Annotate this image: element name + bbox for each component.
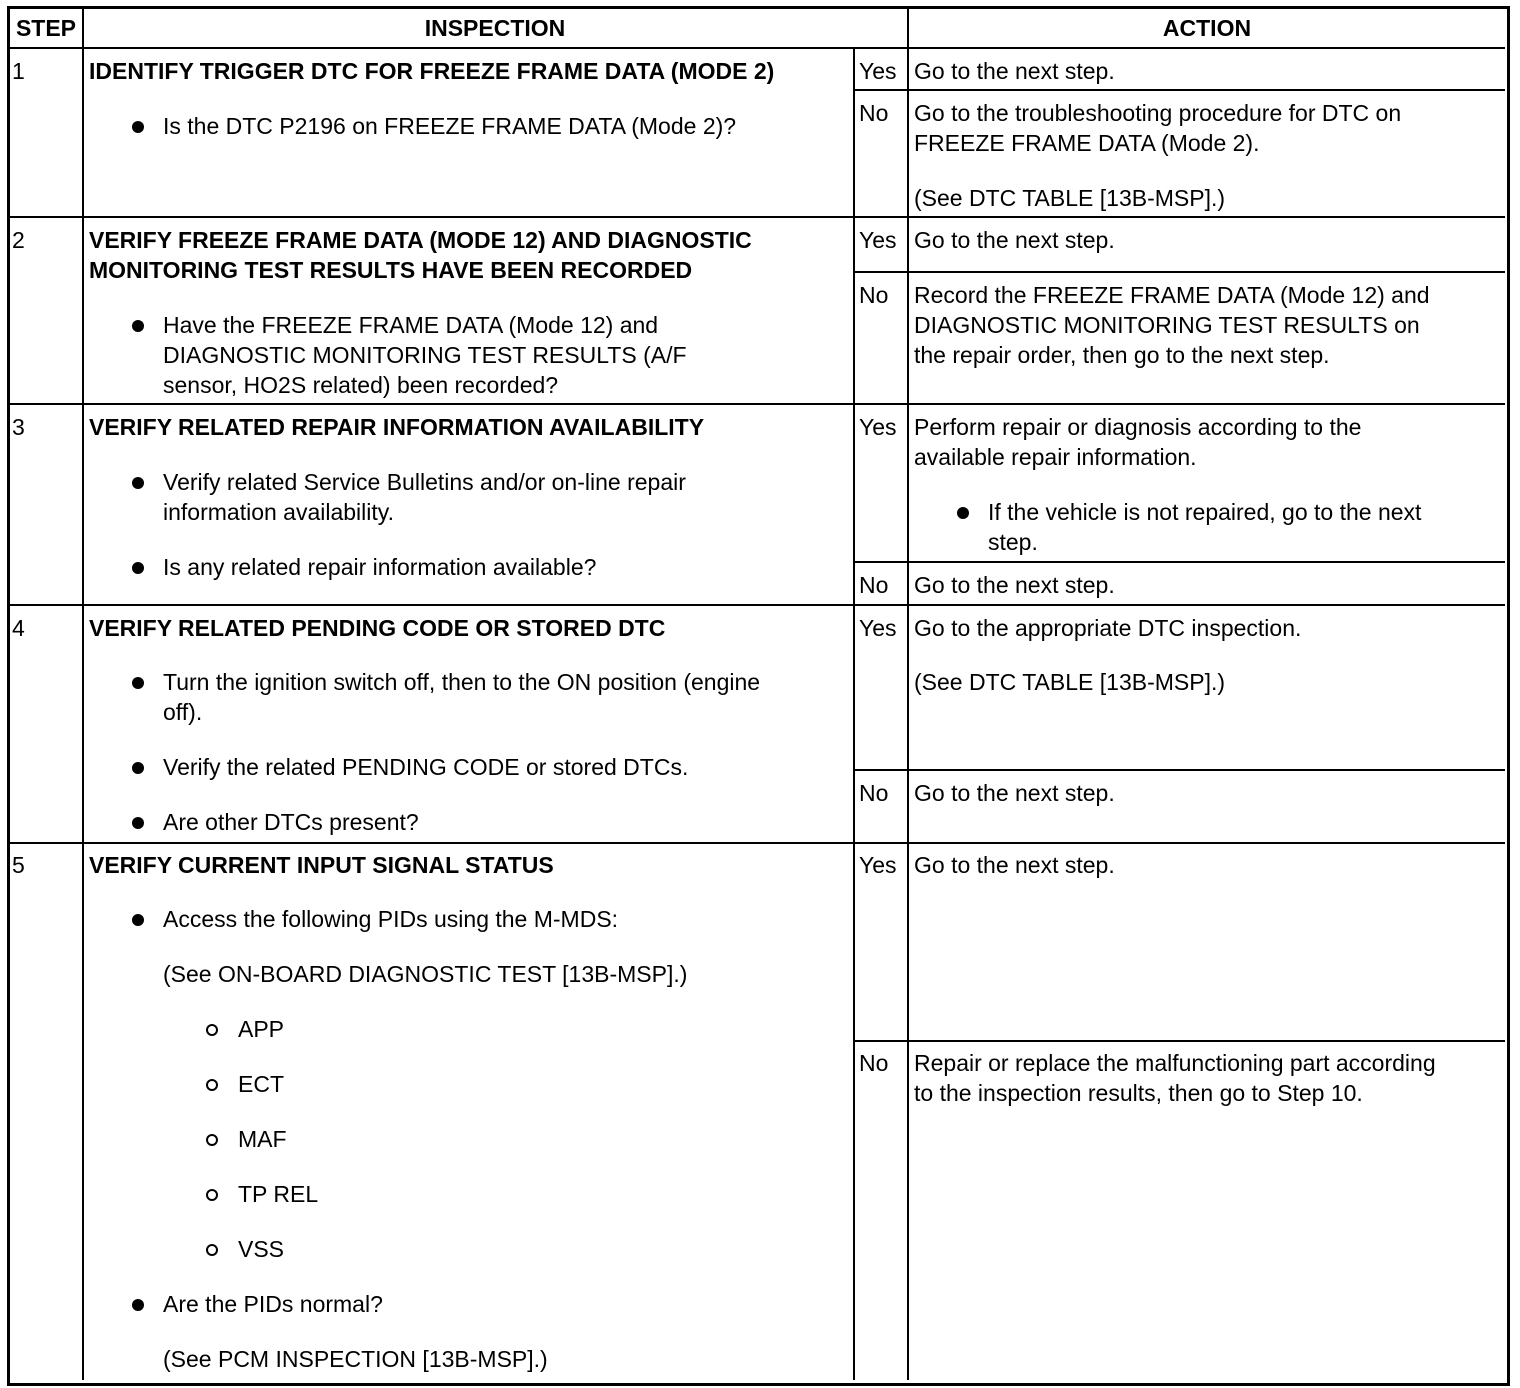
inspection-bullet: Are the PIDs normal? [163, 1291, 383, 1317]
step-title: IDENTIFY TRIGGER DTC FOR FREEZE FRAME DATA (MODE 2) [89, 58, 775, 84]
column-divider-step [82, 8, 84, 1380]
no-action: Go to the next step. [914, 780, 1115, 806]
step-title: VERIFY RELATED REPAIR INFORMATION AVAILABILITY [89, 414, 705, 440]
no-action-line: FREEZE FRAME DATA (Mode 2). [914, 130, 1260, 156]
no-label: No [859, 1050, 889, 1076]
inspection-bullet-line: Verify related Service Bulletins and/or on-line repair [163, 469, 686, 495]
bullet-icon [132, 320, 144, 332]
step-number: 5 [12, 852, 25, 878]
pid-item: ECT [238, 1071, 284, 1097]
no-label: No [859, 100, 889, 126]
sub-bullet-icon [206, 1079, 218, 1091]
column-divider-inspection [907, 8, 909, 1380]
no-action-line: to the inspection results, then go to Step 10. [914, 1080, 1363, 1106]
inspection-reference: (See PCM INSPECTION [13B-MSP].) [163, 1346, 548, 1372]
inspection-bullet-line: sensor, HO2S related) been recorded? [163, 372, 559, 398]
inspection-bullet-line: Have the FREEZE FRAME DATA (Mode 12) and [163, 312, 659, 338]
step-title-line: VERIFY FREEZE FRAME DATA (MODE 12) AND DIAGNOSTIC [89, 227, 752, 253]
yes-label: Yes [859, 227, 897, 253]
inspection-bullet-line: DIAGNOSTIC MONITORING TEST RESULTS (A/F [163, 342, 687, 368]
yes-bullet-line: step. [988, 529, 1038, 555]
step-number: 1 [12, 58, 25, 84]
yes-label: Yes [859, 58, 897, 84]
yes-action: Go to the appropriate DTC inspection. [914, 615, 1302, 641]
no-action-reference: (See DTC TABLE [13B-MSP].) [914, 185, 1226, 211]
step-title: VERIFY RELATED PENDING CODE OR STORED DTC [89, 615, 666, 641]
row-divider-1 [8, 216, 1505, 218]
yes-action-line: Perform repair or diagnosis according to the [914, 414, 1362, 440]
yes-no-divider-1 [853, 89, 1505, 91]
no-action-line: Repair or replace the malfunctioning part according [914, 1050, 1436, 1076]
bullet-icon [132, 914, 144, 926]
row-divider-3 [8, 604, 1505, 606]
yes-action-reference: (See DTC TABLE [13B-MSP].) [914, 669, 1226, 695]
inspection-bullet-line: Turn the ignition switch off, then to the ON position (engine [163, 669, 761, 695]
yes-no-divider-5 [853, 1040, 1505, 1042]
bullet-icon [132, 477, 144, 489]
no-action-line: DIAGNOSTIC MONITORING TEST RESULTS on [914, 312, 1420, 338]
yes-label: Yes [859, 852, 897, 878]
no-action-line: Go to the troubleshooting procedure for DTC on [914, 100, 1402, 126]
no-action-line: the repair order, then go to the next step. [914, 342, 1330, 368]
column-divider-yesno [853, 48, 855, 1380]
header-action: ACTION [1162, 15, 1252, 41]
yes-bullet-line: If the vehicle is not repaired, go to the next [988, 499, 1422, 525]
step-title-line: MONITORING TEST RESULTS HAVE BEEN RECORDED [89, 257, 693, 283]
bullet-icon [132, 562, 144, 574]
inspection-bullet-line: information availability. [163, 499, 394, 525]
sub-bullet-icon [206, 1134, 218, 1146]
row-divider-header [8, 47, 1505, 49]
sub-bullet-icon [206, 1024, 218, 1036]
bullet-icon [132, 677, 144, 689]
yes-no-divider-2 [853, 271, 1505, 273]
bullet-icon [132, 1299, 144, 1311]
step-number: 3 [12, 414, 25, 440]
yes-label: Yes [859, 615, 897, 641]
inspection-bullet: Verify the related PENDING CODE or stored DTCs. [163, 754, 689, 780]
header-step: STEP [15, 15, 77, 41]
pid-item: MAF [238, 1126, 287, 1152]
inspection-bullet: Is any related repair information available? [163, 554, 597, 580]
yes-action: Go to the next step. [914, 227, 1115, 253]
yes-no-divider-4 [853, 769, 1505, 771]
no-label: No [859, 282, 889, 308]
sub-bullet-icon [206, 1189, 218, 1201]
step-number: 2 [12, 227, 25, 253]
no-action-line: Record the FREEZE FRAME DATA (Mode 12) and [914, 282, 1430, 308]
yes-action-line: available repair information. [914, 444, 1197, 470]
pid-item: APP [238, 1016, 285, 1042]
bullet-icon [132, 817, 144, 829]
bullet-icon [132, 762, 144, 774]
inspection-bullet: Are other DTCs present? [163, 809, 419, 835]
bullet-icon [132, 121, 144, 133]
row-divider-2 [8, 403, 1505, 405]
yes-label: Yes [859, 414, 897, 440]
inspection-bullet: Access the following PIDs using the M-MDS: [163, 906, 619, 932]
inspection-bullet: Is the DTC P2196 on FREEZE FRAME DATA (Mode 2)? [163, 113, 737, 139]
row-divider-4 [8, 842, 1505, 844]
pid-item: VSS [238, 1236, 285, 1262]
yes-action: Go to the next step. [914, 852, 1115, 878]
no-label: No [859, 780, 889, 806]
no-label: No [859, 572, 889, 598]
step-number: 4 [12, 615, 25, 641]
no-action: Go to the next step. [914, 572, 1115, 598]
yes-action: Go to the next step. [914, 58, 1115, 84]
bullet-icon [957, 507, 969, 519]
inspection-reference: (See ON-BOARD DIAGNOSTIC TEST [13B-MSP].) [163, 961, 688, 987]
header-inspection: INSPECTION [424, 15, 566, 41]
yes-no-divider-3 [853, 561, 1505, 563]
pid-item: TP REL [238, 1181, 319, 1207]
inspection-bullet-line: off). [163, 699, 203, 725]
sub-bullet-icon [206, 1244, 218, 1256]
step-title: VERIFY CURRENT INPUT SIGNAL STATUS [89, 852, 554, 878]
